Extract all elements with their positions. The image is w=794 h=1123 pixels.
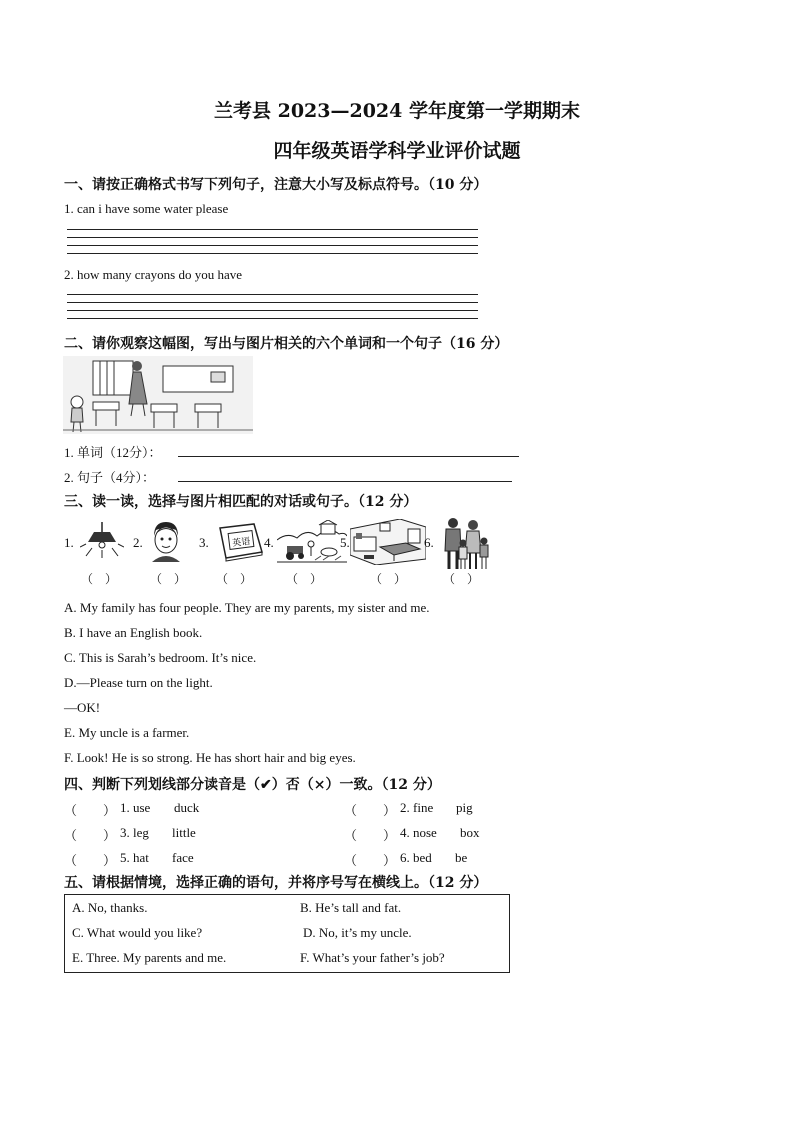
- section4-word1-4: 4. nose: [400, 825, 437, 840]
- section5-option-c: C. What would you like?: [72, 925, 203, 940]
- section3-option-f: F. Look! He is so strong. He has short hair and big eyes.: [64, 750, 356, 765]
- section3-option-d: D.—Please turn on the light.: [64, 675, 213, 690]
- section4-word1-2: 2. fine: [400, 800, 434, 815]
- picture-number-5: 5.: [340, 535, 350, 550]
- bedroom-icon: [350, 519, 426, 565]
- words-answer-line[interactable]: [178, 456, 519, 457]
- section4-word2-1: duck: [174, 800, 200, 815]
- section3-option-e: E. My uncle is a farmer.: [64, 725, 190, 740]
- classroom-picture: [63, 356, 253, 434]
- picture-number-4: 4.: [264, 535, 274, 550]
- section4-paren-1[interactable]: （ ）: [64, 803, 117, 818]
- answer-paren-5[interactable]: （ ）: [370, 572, 407, 586]
- farm-scene-icon: [277, 520, 347, 564]
- boy-face-icon: [148, 520, 184, 562]
- section4-heading: 四、判断下列划线部分读音是（✔）否（×）一致。（12 分）: [64, 777, 441, 793]
- section4-word2-3: little: [172, 825, 196, 840]
- family-icon: [437, 517, 489, 571]
- section3-option-b: B. I have an English book.: [64, 625, 203, 640]
- section4-word2-5: face: [172, 850, 194, 865]
- section5-option-b: B. He’s tall and fat.: [300, 900, 402, 915]
- section4-word1-1: 1. use: [120, 800, 151, 815]
- exam-title-line1: 兰考县 2023—2024 学年度第一学期期末: [214, 100, 580, 122]
- section5-heading: 五、请根据情境，选择正确的语句，并将序号写在横线上。（12 分）: [64, 875, 488, 891]
- section4-word1-6: 6. bed: [400, 850, 432, 865]
- section1-question1: 1. can i have some water please: [64, 201, 229, 216]
- section4-paren-6[interactable]: （ ）: [344, 853, 397, 868]
- section3-option-c: C. This is Sarah’s bedroom. It’s nice.: [64, 650, 257, 665]
- section4-word2-4: box: [460, 825, 480, 840]
- section3-heading: 三、读一读，选择与图片相匹配的对话或句子。（12 分）: [64, 494, 418, 510]
- section4-word1-5: 5. hat: [120, 850, 149, 865]
- section3-option-d-reply: —OK!: [64, 700, 101, 715]
- exam-title-line2: 四年级英语学科学业评价试题: [273, 140, 521, 162]
- section4-word2-2: pig: [456, 800, 473, 815]
- section5-option-e: E. Three. My parents and me.: [72, 950, 227, 965]
- section4-paren-3[interactable]: （ ）: [64, 828, 117, 843]
- answer-paren-1[interactable]: （ ）: [81, 572, 118, 586]
- section5-option-a: A. No, thanks.: [72, 900, 148, 915]
- section1-heading: 一、请按正确格式书写下列句子，注意大小写及标点符号。（10 分）: [64, 177, 488, 193]
- section2-heading: 二、请你观察这幅图，写出与图片相关的六个单词和一个句子（16 分）: [64, 336, 509, 352]
- answer-paren-4[interactable]: （ ）: [286, 572, 323, 586]
- picture-number-2: 2.: [133, 535, 143, 550]
- section4-paren-4[interactable]: （ ）: [344, 828, 397, 843]
- picture-number-1: 1.: [64, 535, 74, 550]
- section5-option-d: D. No, it’s my uncle.: [303, 925, 412, 940]
- lamp-icon: [80, 522, 124, 562]
- answer-paren-2[interactable]: （ ）: [150, 572, 187, 586]
- section5-option-f: F. What’s your father’s job?: [300, 950, 445, 965]
- section4-word2-6: be: [455, 850, 468, 865]
- sentence-label: 2. 句子（4分）：: [64, 470, 156, 485]
- section4-paren-2[interactable]: （ ）: [344, 803, 397, 818]
- answer-paren-6[interactable]: （ ）: [443, 572, 480, 586]
- words-label: 1. 单词（12分）：: [64, 445, 162, 460]
- section4-paren-5[interactable]: （ ）: [64, 853, 117, 868]
- section4-word1-3: 3. leg: [120, 825, 149, 840]
- sentence-answer-line[interactable]: [178, 481, 512, 482]
- section3-option-a: A. My family has four people. They are my parents, my sister and me.: [64, 600, 430, 615]
- picture-number-3: 3.: [199, 535, 209, 550]
- english-book-icon: [214, 522, 264, 562]
- book-cover-text: 英语: [231, 536, 251, 550]
- answer-paren-3[interactable]: （ ）: [216, 572, 253, 586]
- picture-number-6: 6.: [424, 535, 434, 550]
- section1-question2: 2. how many crayons do you have: [64, 267, 242, 282]
